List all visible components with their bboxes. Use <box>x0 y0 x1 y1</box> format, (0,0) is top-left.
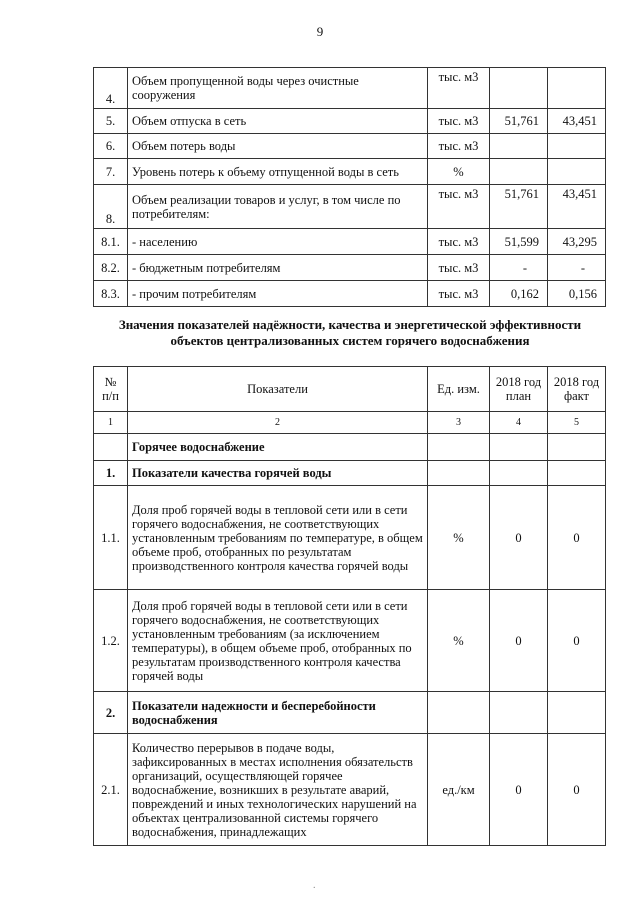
row-fact <box>548 68 606 109</box>
header-plan: 2018 год план <box>490 367 548 412</box>
row-plan <box>490 159 548 185</box>
row-plan: 51,761 <box>490 185 548 229</box>
row-unit: % <box>428 590 490 692</box>
table-row <box>94 590 606 692</box>
row-fact: 0 <box>548 590 606 692</box>
section-title-line-1: Значения показателей надёжности, качества и энергетической эффективности <box>118 317 582 332</box>
row-number: 4. <box>94 68 128 109</box>
column-number: 4 <box>490 412 548 434</box>
row-name: - прочим потребителям <box>128 281 428 307</box>
row-fact <box>548 134 606 159</box>
row-name: - населению <box>128 229 428 255</box>
row-plan: 0 <box>490 590 548 692</box>
row-plan <box>490 68 548 109</box>
row-unit: тыс. м3 <box>428 281 490 307</box>
table-row <box>94 486 606 590</box>
row-unit: тыс. м3 <box>428 255 490 281</box>
row-plan: 0 <box>490 486 548 590</box>
column-number: 2 <box>128 412 428 434</box>
column-number: 5 <box>548 412 606 434</box>
row-name: Объем пропущенной воды через очистные сооружения <box>128 68 428 109</box>
table-row <box>94 134 606 159</box>
row-name: Количество перерывов в подаче воды, зафиксированных в местах исполнения обязательств организаций, осуществляющей горячее водоснабжение, возникших в результате аварий, повреждений и иных технологических нарушений на объектах централизованной системы горячего водоснабжения, принадлежащих <box>128 734 428 846</box>
group-number: 1. <box>94 461 128 486</box>
row-number: 2.1. <box>94 734 128 846</box>
row-name: Объем потерь воды <box>128 134 428 159</box>
row-name: Доля проб горячей воды в тепловой сети или в сети горячего водоснабжения, не соответствующих установленным требованиям по температуре, в общем объеме проб, отобранных по результатам производственного контроля качества горячей воды <box>128 486 428 590</box>
row-unit: тыс. м3 <box>428 134 490 159</box>
section-label: Горячее водоснабжение <box>128 434 428 461</box>
row-unit: тыс. м3 <box>428 109 490 134</box>
row-fact: 0 <box>548 486 606 590</box>
table-row <box>94 229 606 255</box>
section-title <box>70 317 630 349</box>
row-plan: 0 <box>490 734 548 846</box>
row-number: 1.1. <box>94 486 128 590</box>
row-unit: ед./км <box>428 734 490 846</box>
hot-water-indicators-table <box>93 366 606 846</box>
header-number: № п/п <box>94 367 128 412</box>
row-name: Уровень потерь к объему отпущенной воды в сеть <box>128 159 428 185</box>
row-fact: - <box>548 255 606 281</box>
header-fact: 2018 год факт <box>548 367 606 412</box>
water-volume-table <box>93 67 606 307</box>
row-fact: 43,451 <box>548 185 606 229</box>
row-number: 6. <box>94 134 128 159</box>
row-number: 8.2. <box>94 255 128 281</box>
row-number: 7. <box>94 159 128 185</box>
row-unit: тыс. м3 <box>428 185 490 229</box>
table-row <box>94 255 606 281</box>
row-name: Объем отпуска в сеть <box>128 109 428 134</box>
row-number: 1.2. <box>94 590 128 692</box>
row-unit: тыс. м3 <box>428 229 490 255</box>
row-number: 8. <box>94 185 128 229</box>
group-name: Показатели надежности и бесперебойности водоснабжения <box>128 692 428 734</box>
page-number: 9 <box>316 24 324 39</box>
column-number: 1 <box>94 412 128 434</box>
row-plan: 51,599 <box>490 229 548 255</box>
row-unit: тыс. м3 <box>428 68 490 109</box>
row-plan: 51,761 <box>490 109 548 134</box>
section-row <box>94 434 606 461</box>
row-unit: % <box>428 486 490 590</box>
table-row <box>94 68 606 109</box>
row-unit: % <box>428 159 490 185</box>
group-row <box>94 461 606 486</box>
header-unit: Ед. изм. <box>428 367 490 412</box>
row-number: 5. <box>94 109 128 134</box>
row-name: Доля проб горячей воды в тепловой сети или в сети горячего водоснабжения, не соответствующих установленным требованиям (за исключением температуры), в общем объеме проб, отобранных по результатам производственного контроля качества горячей воды <box>128 590 428 692</box>
header-row <box>94 367 606 412</box>
column-number-row <box>94 412 606 434</box>
header-name: Показатели <box>128 367 428 412</box>
column-number: 3 <box>428 412 490 434</box>
scan-dot: . <box>313 880 316 891</box>
group-name: Показатели качества горячей воды <box>128 461 428 486</box>
row-fact: 0 <box>548 734 606 846</box>
group-row <box>94 692 606 734</box>
table-row <box>94 109 606 134</box>
row-plan: - <box>490 255 548 281</box>
row-fact: 43,451 <box>548 109 606 134</box>
row-fact: 0,156 <box>548 281 606 307</box>
row-name: Объем реализации товаров и услуг, в том числе по потребителям: <box>128 185 428 229</box>
row-name: - бюджетным потребителям <box>128 255 428 281</box>
table-row <box>94 734 606 846</box>
row-plan: 0,162 <box>490 281 548 307</box>
row-number: 8.3. <box>94 281 128 307</box>
table-row <box>94 281 606 307</box>
table-row <box>94 159 606 185</box>
row-fact <box>548 159 606 185</box>
section-title-line-2: объектов централизованных систем горячего водоснабжения <box>170 333 530 348</box>
row-plan <box>490 134 548 159</box>
group-number: 2. <box>94 692 128 734</box>
row-number: 8.1. <box>94 229 128 255</box>
row-fact: 43,295 <box>548 229 606 255</box>
table-row <box>94 185 606 229</box>
